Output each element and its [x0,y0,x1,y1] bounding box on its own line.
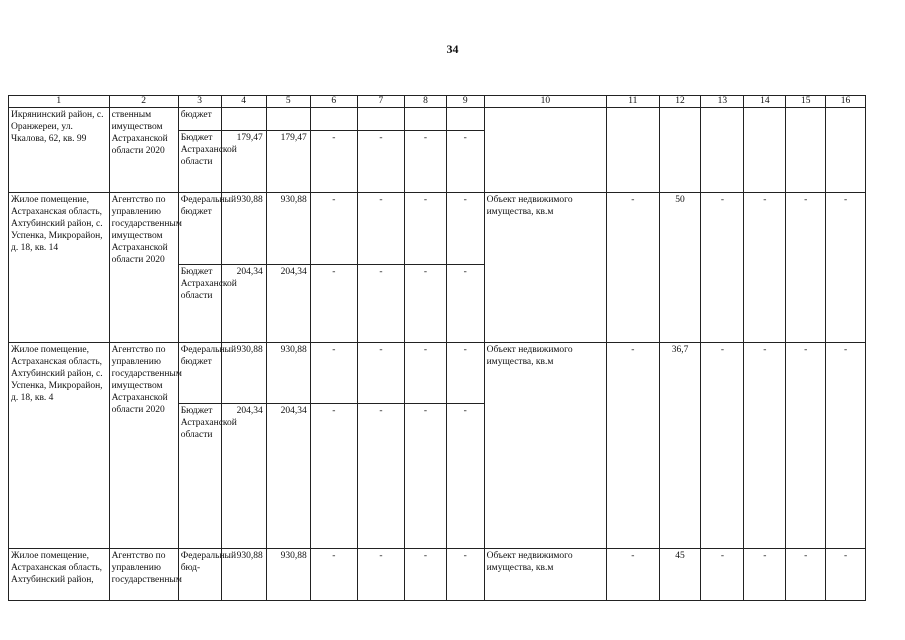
header-cell: 15 [786,96,826,108]
value-cell: - [701,193,744,343]
value-cell: 930,88 [221,193,266,265]
object-address: Жилое помещение, Астраханская область, Ахтубинский район, с. Успенка, Микрорайон, д. 18, кв. 14 [9,193,110,343]
indicator-name [484,108,607,193]
value-cell: - [744,343,786,549]
header-cell: 12 [659,96,701,108]
value-cell: - [786,343,826,549]
value-cell: - [446,343,484,404]
value-cell: - [701,343,744,549]
agency-cell: ственным имуществом Астраханской области 2020 [109,108,178,193]
value-cell: 179,47 [221,131,266,193]
value-cell [446,108,484,131]
header-cell: 14 [744,96,786,108]
value-cell: - [446,193,484,265]
value-cell: - [786,549,826,601]
value-cell: - [357,549,404,601]
value-cell [701,108,744,193]
value-cell: - [446,131,484,193]
value-cell: - [446,549,484,601]
object-address: Жилое помещение, Астраханская область, Ахтубинский район, с. Успенка, Микрорайон, д. 18, кв. 4 [9,343,110,549]
agency-cell: Агентство по управлению государственным [109,549,178,601]
value-cell: 930,88 [221,549,266,601]
header-cell: 1 [9,96,110,108]
value-cell: 930,88 [221,343,266,404]
value-cell: - [446,265,484,343]
value-cell: - [310,265,357,343]
header-row [9,96,866,108]
budget-source: Бюджет Астраханской области [178,131,221,193]
value-cell: - [404,193,446,265]
value-cell: 179,47 [266,131,310,193]
value-cell: 45 [659,549,701,601]
budget-source: бюджет [178,108,221,131]
header-cell: 3 [178,96,221,108]
table-row [9,549,866,601]
value-cell: - [310,193,357,265]
value-cell: - [404,404,446,549]
value-cell: 930,88 [266,193,310,265]
value-cell [310,108,357,131]
value-cell: 930,88 [266,343,310,404]
header-cell: 13 [701,96,744,108]
value-cell [266,108,310,131]
value-cell: 36,7 [659,343,701,549]
value-cell [786,108,826,193]
header-cell: 4 [221,96,266,108]
budget-source: Бюджет Астраханской области [178,404,221,549]
value-cell [607,108,659,193]
value-cell: - [607,549,659,601]
value-cell: - [404,265,446,343]
value-cell: - [357,343,404,404]
agency-cell: Агентство по управлению государственным имуществом Астраханской области 2020 [109,343,178,549]
value-cell: - [404,131,446,193]
value-cell: 204,34 [221,265,266,343]
value-cell: - [701,549,744,601]
header-cell: 11 [607,96,659,108]
header-cell: 16 [826,96,866,108]
object-address: Жилое помещение, Астраханская область, Ахтубинский район, [9,549,110,601]
value-cell: - [310,343,357,404]
header-cell: 6 [310,96,357,108]
value-cell [744,108,786,193]
value-cell: - [786,193,826,343]
page-number: 34 [446,42,459,56]
value-cell: - [744,193,786,343]
agency-cell: Агентство по управлению государственным имуществом Астраханской области 2020 [109,193,178,343]
value-cell [221,108,266,131]
value-cell: - [404,343,446,404]
value-cell: - [357,404,404,549]
value-cell: - [826,343,866,549]
budget-source: Бюджет Астраханской области [178,265,221,343]
value-cell: - [607,193,659,343]
value-cell: - [404,549,446,601]
header-cell: 5 [266,96,310,108]
indicator-name: Объект недвижимого имущества, кв.м [484,193,607,343]
header-cell: 10 [484,96,607,108]
header-cell: 8 [404,96,446,108]
value-cell: - [310,549,357,601]
table-row [9,108,866,131]
value-cell [659,108,701,193]
table-row [9,343,866,404]
value-cell: - [357,265,404,343]
value-cell [826,108,866,193]
value-cell: 930,88 [266,549,310,601]
budget-table [8,95,866,601]
header-cell: 7 [357,96,404,108]
value-cell: - [310,404,357,549]
value-cell: - [357,131,404,193]
value-cell: 204,34 [221,404,266,549]
object-address: Икрянинский район, с. Оранжереи, ул. Чкалова, 62, кв. 99 [9,108,110,193]
value-cell: 204,34 [266,404,310,549]
value-cell: - [607,343,659,549]
value-cell: 204,34 [266,265,310,343]
header-cell: 9 [446,96,484,108]
value-cell: 50 [659,193,701,343]
value-cell: - [446,404,484,549]
indicator-name: Объект недвижимого имущества, кв.м [484,343,607,549]
budget-source: Федеральный бюджет [178,193,221,265]
value-cell: - [826,549,866,601]
budget-source: Федеральный бюд- [178,549,221,601]
table-row [9,193,866,265]
value-cell [357,108,404,131]
value-cell [404,108,446,131]
value-cell: - [744,549,786,601]
value-cell: - [357,193,404,265]
budget-source: Федеральный бюджет [178,343,221,404]
value-cell: - [310,131,357,193]
header-cell: 2 [109,96,178,108]
indicator-name: Объект недвижимого имущества, кв.м [484,549,607,601]
value-cell: - [826,193,866,343]
